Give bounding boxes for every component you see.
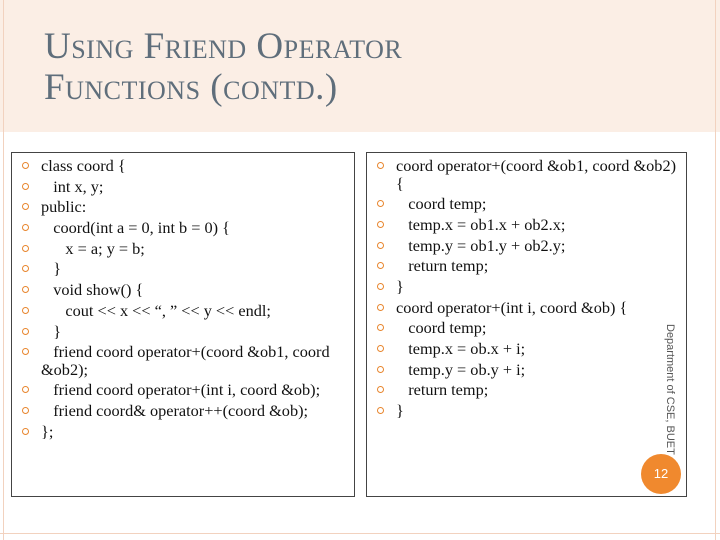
code-line-text: coord(int a = 0, int b = 0) { <box>41 218 230 238</box>
code-line-text: } <box>41 321 62 341</box>
code-line-text: x = a; y = b; <box>41 238 145 258</box>
code-line-text: void show() { <box>41 280 144 300</box>
bullet-icon <box>377 283 384 290</box>
bullet-icon <box>377 221 384 228</box>
bullet-icon <box>377 242 384 249</box>
bullet-icon <box>377 345 384 352</box>
code-line <box>18 260 354 278</box>
code-line <box>373 195 686 213</box>
code-line <box>18 302 354 320</box>
code-line <box>373 299 686 317</box>
code-line-text: }; <box>41 421 54 441</box>
code-line-text: coord operator+(int i, coord &ob) { <box>396 297 628 317</box>
right-code-box <box>366 152 687 497</box>
code-line-text: public: <box>41 197 87 217</box>
code-line <box>373 319 686 337</box>
code-line <box>18 240 354 258</box>
bottom-border-line <box>0 533 720 534</box>
title-line-1: Using Friend Operator <box>44 26 403 67</box>
code-line <box>373 402 686 420</box>
code-line <box>18 157 354 175</box>
bullet-icon <box>22 407 29 414</box>
code-line-text: } <box>41 259 62 279</box>
bullet-icon <box>22 307 29 314</box>
bullet-icon <box>377 262 384 269</box>
bullet-icon <box>377 366 384 373</box>
bullet-icon <box>22 286 29 293</box>
code-line <box>18 198 354 216</box>
left-border-line <box>3 0 4 540</box>
code-line <box>18 423 354 441</box>
bullet-icon <box>22 265 29 272</box>
page-number-badge: 12 <box>641 454 681 494</box>
left-code-box <box>11 152 355 497</box>
code-line-text: return temp; <box>396 380 489 400</box>
code-line-text: int x, y; <box>41 176 104 196</box>
code-line <box>18 219 354 237</box>
code-line <box>373 157 686 192</box>
code-line-text: } <box>396 401 404 421</box>
code-line-text: friend coord& operator++(coord &ob); <box>41 401 309 421</box>
bullet-icon <box>377 407 384 414</box>
code-line <box>18 281 354 299</box>
code-line-text: temp.y = ob.y + i; <box>396 359 526 379</box>
bullet-icon <box>377 386 384 393</box>
code-line-text: coord temp; <box>396 318 487 338</box>
department-label: Department of CSE, BUET <box>664 324 676 455</box>
code-line-text: friend coord operator+(int i, coord &ob); <box>41 380 321 400</box>
title-line-2: Functions (contd.) <box>44 67 338 108</box>
bullet-icon <box>22 183 29 190</box>
code-line <box>18 343 354 378</box>
code-line <box>373 361 686 379</box>
code-line <box>373 340 686 358</box>
slide-title <box>44 26 402 108</box>
bullet-icon <box>22 224 29 231</box>
bullet-icon <box>377 324 384 331</box>
bullet-icon <box>22 386 29 393</box>
code-line <box>373 278 686 296</box>
bullet-icon <box>22 162 29 169</box>
right-code-list <box>373 157 686 420</box>
code-line-text: temp.x = ob1.x + ob2.x; <box>396 214 566 234</box>
code-line <box>373 237 686 255</box>
code-line <box>373 257 686 275</box>
bullet-icon <box>22 203 29 210</box>
code-line <box>18 323 354 341</box>
code-line <box>373 381 686 399</box>
code-line-text: friend coord operator+(coord &ob1, coord &ob2); <box>41 342 334 379</box>
bullet-icon <box>377 200 384 207</box>
code-line-text: coord temp; <box>396 194 487 214</box>
code-line <box>18 178 354 196</box>
code-line-text: class coord { <box>41 156 126 175</box>
code-line-text: cout << x << “, ” << y << endl; <box>41 300 271 320</box>
bullet-icon <box>22 428 29 435</box>
code-line-text: coord operator+(coord &ob1, coord &ob2) { <box>396 156 681 193</box>
bullet-icon <box>22 328 29 335</box>
code-line-text: return temp; <box>396 256 489 276</box>
right-border-line <box>715 0 716 540</box>
left-code-list <box>18 157 354 440</box>
code-line <box>373 216 686 234</box>
code-line-text: temp.y = ob1.y + ob2.y; <box>396 235 566 255</box>
bullet-icon <box>377 162 384 169</box>
code-line <box>18 381 354 399</box>
code-line-text: } <box>396 276 404 296</box>
code-line-text: temp.x = ob.x + i; <box>396 339 526 358</box>
bullet-icon <box>22 245 29 252</box>
bullet-icon <box>22 348 29 355</box>
code-line <box>18 402 354 420</box>
bullet-icon <box>377 304 384 311</box>
